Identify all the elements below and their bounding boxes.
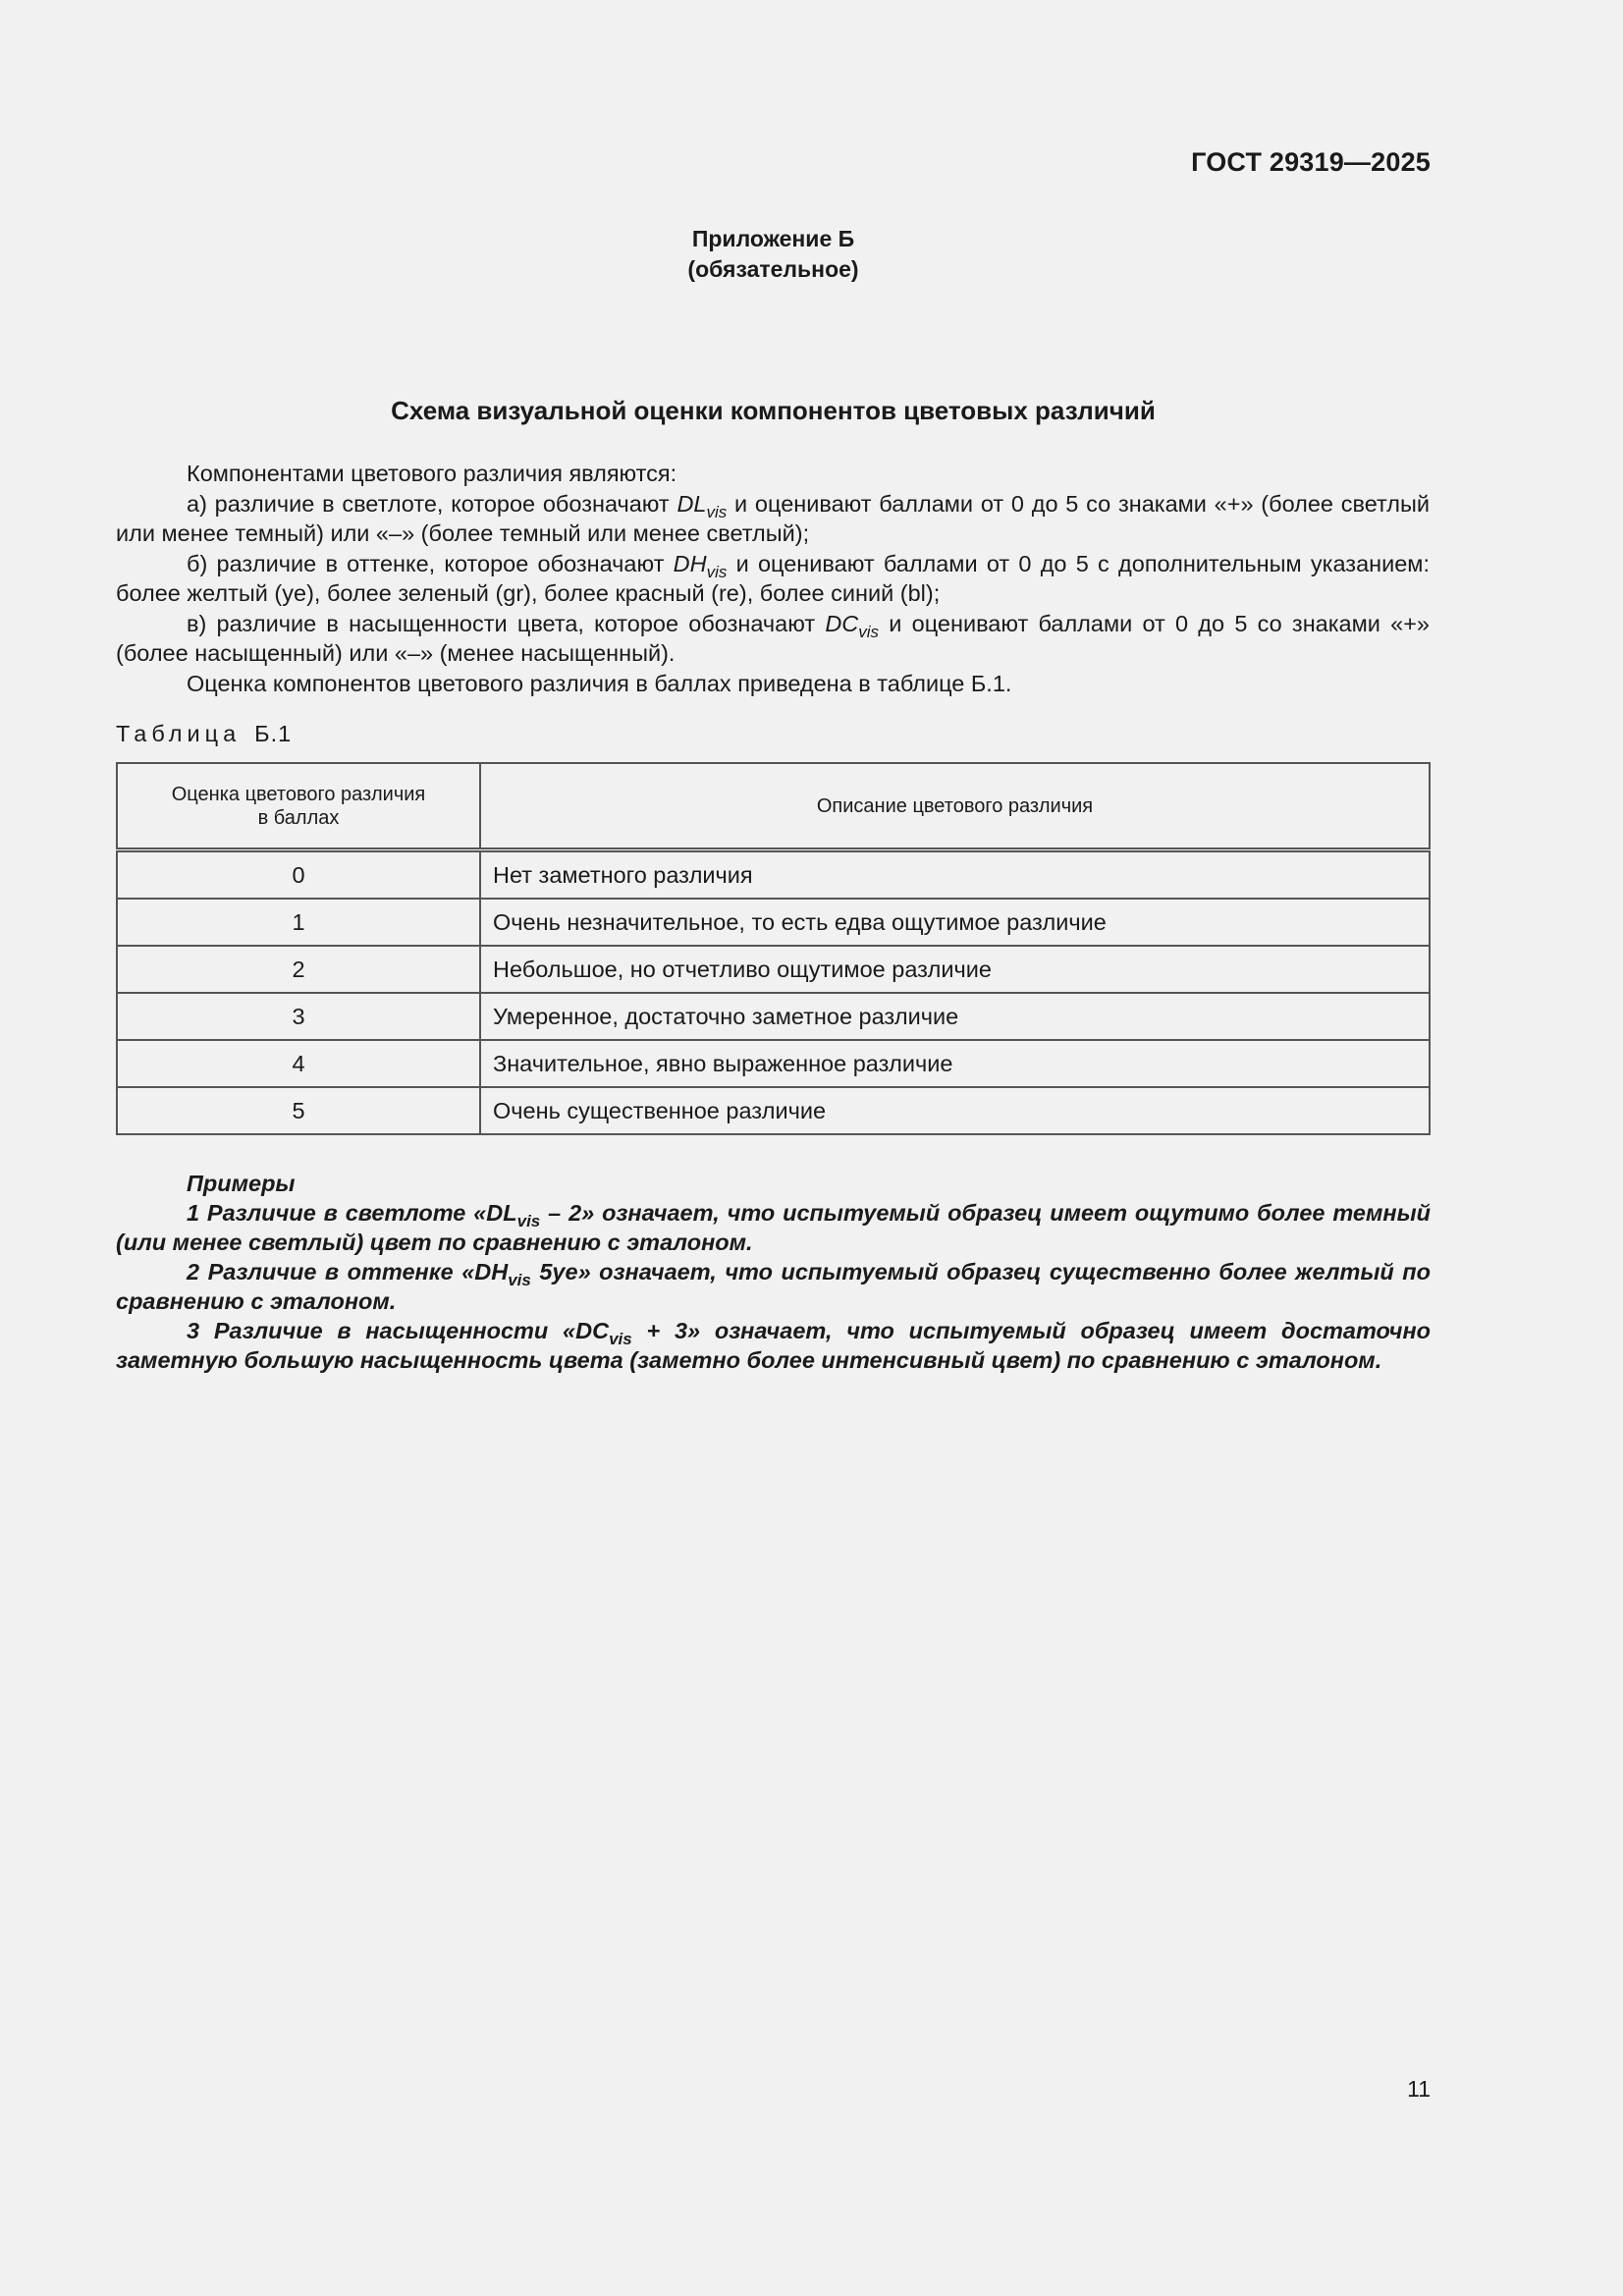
example-3 bbox=[116, 1316, 1431, 1375]
description-cell: Значительное, явно выраженное различие bbox=[480, 1040, 1430, 1087]
example-1-after: – 2» означает, что испытуемый образец имеет ощутимо более темный (или менее светлый) цвет по сравнению с эталоном. bbox=[116, 1200, 1431, 1255]
example-1-sub: vis bbox=[516, 1212, 541, 1230]
grade-cell: 1 bbox=[117, 899, 480, 946]
item-c-sub: vis bbox=[858, 622, 880, 641]
item-a-before: а) различие в светлоте, которое обозначают bbox=[187, 490, 677, 517]
description-cell: Умеренное, достаточно заметное различие bbox=[480, 993, 1430, 1040]
example-3-after: + 3» означает, что испытуемый образец имеет достаточно заметную большую насыщенность цвета (заметно более интенсивный цвет) по сравнению с эталоном. bbox=[116, 1318, 1431, 1373]
appendix-status: (обязательное) bbox=[687, 256, 859, 282]
description-cell: Небольшое, но отчетливо ощутимое различие bbox=[480, 946, 1430, 993]
description-cell: Очень незначительное, то есть едва ощутимое различие bbox=[480, 899, 1430, 946]
table-caption-number: Б.1 bbox=[254, 721, 293, 746]
item-b-before: б) различие в оттенке, которое обозначают bbox=[187, 550, 674, 576]
examples-block bbox=[116, 1169, 1431, 1375]
grade-cell: 5 bbox=[117, 1087, 480, 1134]
example-2-after: 5ye» означает, что испытуемый образец существенно более желтый по сравнению с эталоном. bbox=[116, 1259, 1431, 1314]
intro-item-a bbox=[116, 489, 1430, 549]
description-cell: Очень существенное различие bbox=[480, 1087, 1430, 1134]
description-cell: Нет заметного различия bbox=[480, 850, 1430, 900]
item-b-symbol: DH bbox=[673, 550, 707, 576]
table-row bbox=[117, 1087, 1430, 1134]
item-a-after: и оценивают баллами от 0 до 5 со знаками «+» (более светлый или менее темный) или «–» (более темный или менее светлый); bbox=[116, 490, 1430, 546]
example-3-sub: vis bbox=[609, 1330, 632, 1348]
example-1-before: 1 Различие в светлоте «DL bbox=[187, 1200, 517, 1226]
header-grade-line2: в баллах bbox=[257, 806, 340, 829]
example-1 bbox=[116, 1198, 1431, 1257]
table-row bbox=[117, 850, 1430, 900]
grade-cell: 0 bbox=[117, 850, 480, 900]
table-row bbox=[117, 993, 1430, 1040]
intro-item-c bbox=[116, 609, 1430, 669]
item-a-sub: vis bbox=[706, 502, 728, 521]
item-c-after: и оценивают баллами от 0 до 5 со знаками «+» (более насыщенный) или «–» (менее насыщенный). bbox=[116, 610, 1430, 666]
table-header-row bbox=[117, 763, 1430, 850]
example-2-before: 2 Различие в оттенке «DH bbox=[187, 1259, 509, 1285]
intro-closing: Оценка компонентов цветового различия в баллах приведена в таблице Б.1. bbox=[187, 670, 1012, 696]
intro-item-b bbox=[116, 549, 1430, 609]
item-c-symbol: DC bbox=[825, 610, 859, 636]
item-a-symbol: DL bbox=[676, 490, 707, 517]
grade-cell: 4 bbox=[117, 1040, 480, 1087]
table-row bbox=[117, 946, 1430, 993]
appendix-heading bbox=[0, 224, 1546, 285]
grade-cell: 3 bbox=[117, 993, 480, 1040]
grades-table bbox=[116, 762, 1431, 1135]
header-grade bbox=[117, 763, 480, 850]
appendix-title: Приложение Б bbox=[691, 226, 855, 251]
section-title: Схема визуальной оценки компонентов цветовых различий bbox=[391, 396, 1156, 425]
grade-cell: 2 bbox=[117, 946, 480, 993]
intro-text bbox=[116, 459, 1430, 698]
example-2-sub: vis bbox=[508, 1271, 531, 1289]
header-grade-line1: Оценка цветового различия bbox=[171, 783, 426, 805]
table-caption-label: Таблица bbox=[116, 721, 242, 746]
table-row bbox=[117, 1040, 1430, 1087]
table-row bbox=[117, 899, 1430, 946]
example-2 bbox=[116, 1257, 1431, 1316]
examples-heading: Примеры bbox=[187, 1171, 296, 1196]
standard-number: ГОСТ 29319—2025 bbox=[1191, 147, 1431, 177]
header-description: Описание цветового различия bbox=[480, 763, 1430, 850]
item-b-after: и оценивают баллами от 0 до 5 с дополнительным указанием: более желтый (ye), более зеленый (gr), более красный (re), более синий (bl); bbox=[116, 550, 1430, 606]
example-3-before: 3 Различие в насыщенности «DC bbox=[187, 1318, 610, 1343]
page-number: 11 bbox=[1407, 2076, 1431, 2102]
item-c-before: в) различие в насыщенности цвета, которое обозначают bbox=[187, 610, 826, 636]
table-caption bbox=[116, 721, 292, 747]
intro-lead: Компонентами цветового различия являются: bbox=[187, 461, 677, 486]
item-b-sub: vis bbox=[706, 562, 728, 581]
